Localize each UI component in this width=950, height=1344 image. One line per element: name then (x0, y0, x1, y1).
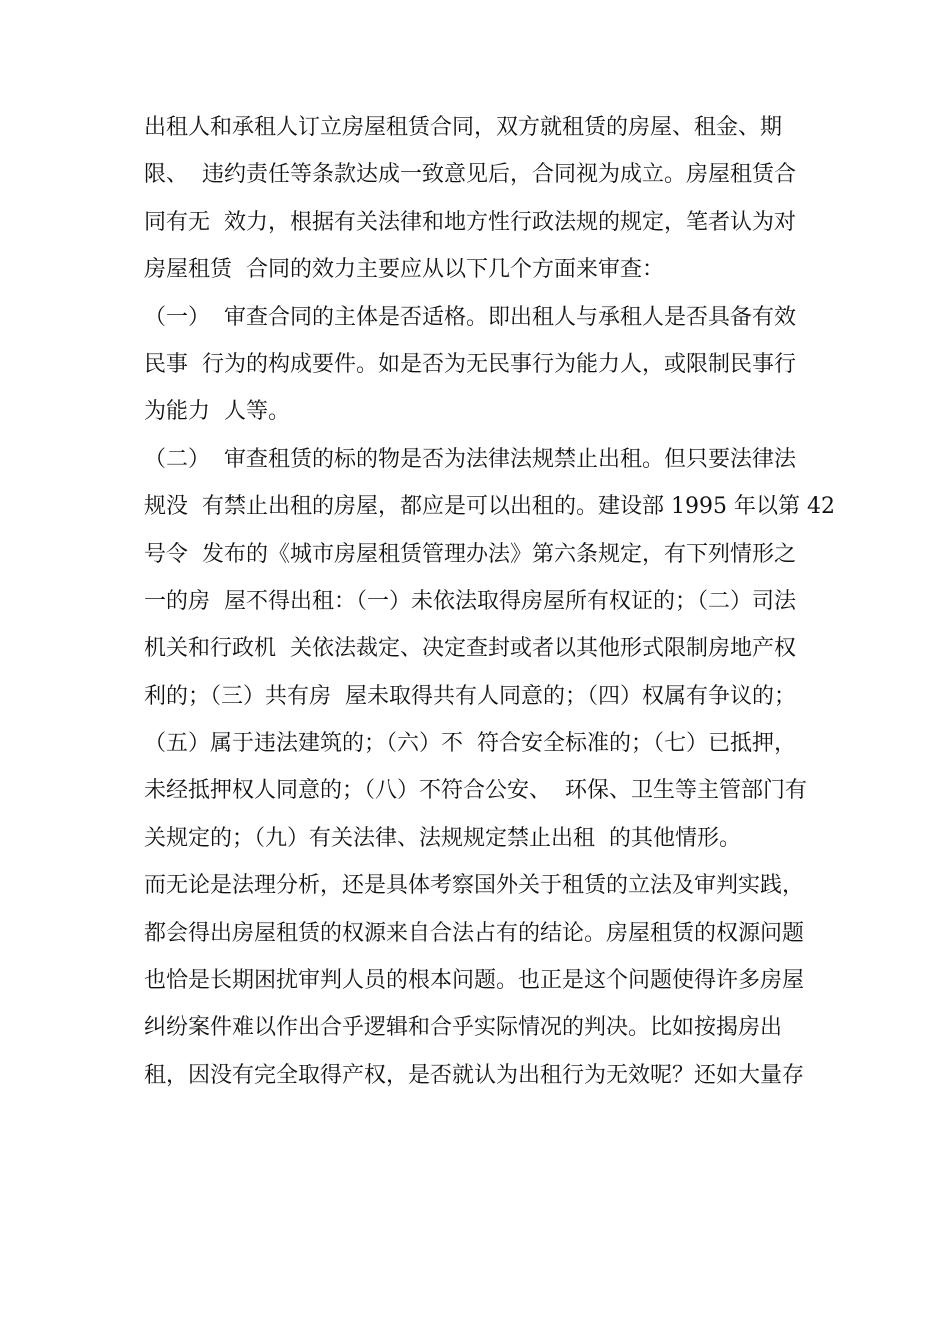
text-line: 号令 发布的《城市房屋租赁管理办法》第六条规定，有下列情形之 (144, 541, 796, 567)
text-line: 未经抵押权人同意的；（八）不符合公安、 环保、卫生等主管部门有 (144, 778, 807, 804)
text-line: 同有无 效力，根据有关法律和地方性行政法规的规定，笔者认为对 (144, 209, 796, 235)
text-line: 房屋租赁 合同的效力主要应从以下几个方面来审查： (144, 257, 664, 283)
text-line: （一） 审查合同的主体是否适格。即出租人与承租人是否具备有效 (144, 304, 796, 330)
text-line: 机关和行政机 关依法裁定、决定查封或者以其他形式限制房地产权 (144, 636, 796, 662)
text-line: 也恰是长期困扰审判人员的根本问题。也正是这个问题使得许多房屋 (144, 968, 805, 994)
document-body (144, 104, 844, 1099)
text-line: 限、 违约责任等条款达成一致意见后，合同视为成立。房屋租赁合 (144, 162, 796, 188)
text-line: （五）属于违法建筑的；（六）不 符合安全标准的；（七）已抵押， (144, 731, 796, 757)
text-line: 为能力 人等。 (144, 399, 290, 425)
text-line: 都会得出房屋租赁的权源来自合法占有的结论。房屋租赁的权源问题 (144, 920, 805, 946)
text-line: 而无论是法理分析，还是具体考察国外关于租赁的立法及审判实践， (144, 873, 805, 899)
text-line: （二） 审查租赁的标的物是否为法律法规禁止出租。但只要法律法 (144, 446, 796, 472)
text-line: 利的；（三）共有房 屋未取得共有人同意的；（四）权属有争议的； (144, 683, 796, 709)
text-line: 租，因没有完全取得产权，是否就认为出租行为无效呢？还如大量存 (144, 1062, 805, 1088)
text-line: 规没 有禁止出租的房屋，都应是可以出租的。建设部 1995 年以第 42 (144, 494, 835, 520)
text-line: 纠纷案件难以作出合乎逻辑和合乎实际情况的判决。比如按揭房出 (144, 1015, 783, 1041)
text-line: 关规定的；（九）有关法律、法规规定禁止出租 的其他情形。 (144, 825, 741, 851)
text-line: 一的房 屋不得出租：（一）未依法取得房屋所有权证的；（二）司法 (144, 588, 796, 614)
text-line: 民事 行为的构成要件。如是否为无民事行为能力人，或限制民事行 (144, 351, 796, 377)
text-line: 出租人和承租人订立房屋租赁合同，双方就租赁的房屋、租金、期 (144, 115, 783, 140)
